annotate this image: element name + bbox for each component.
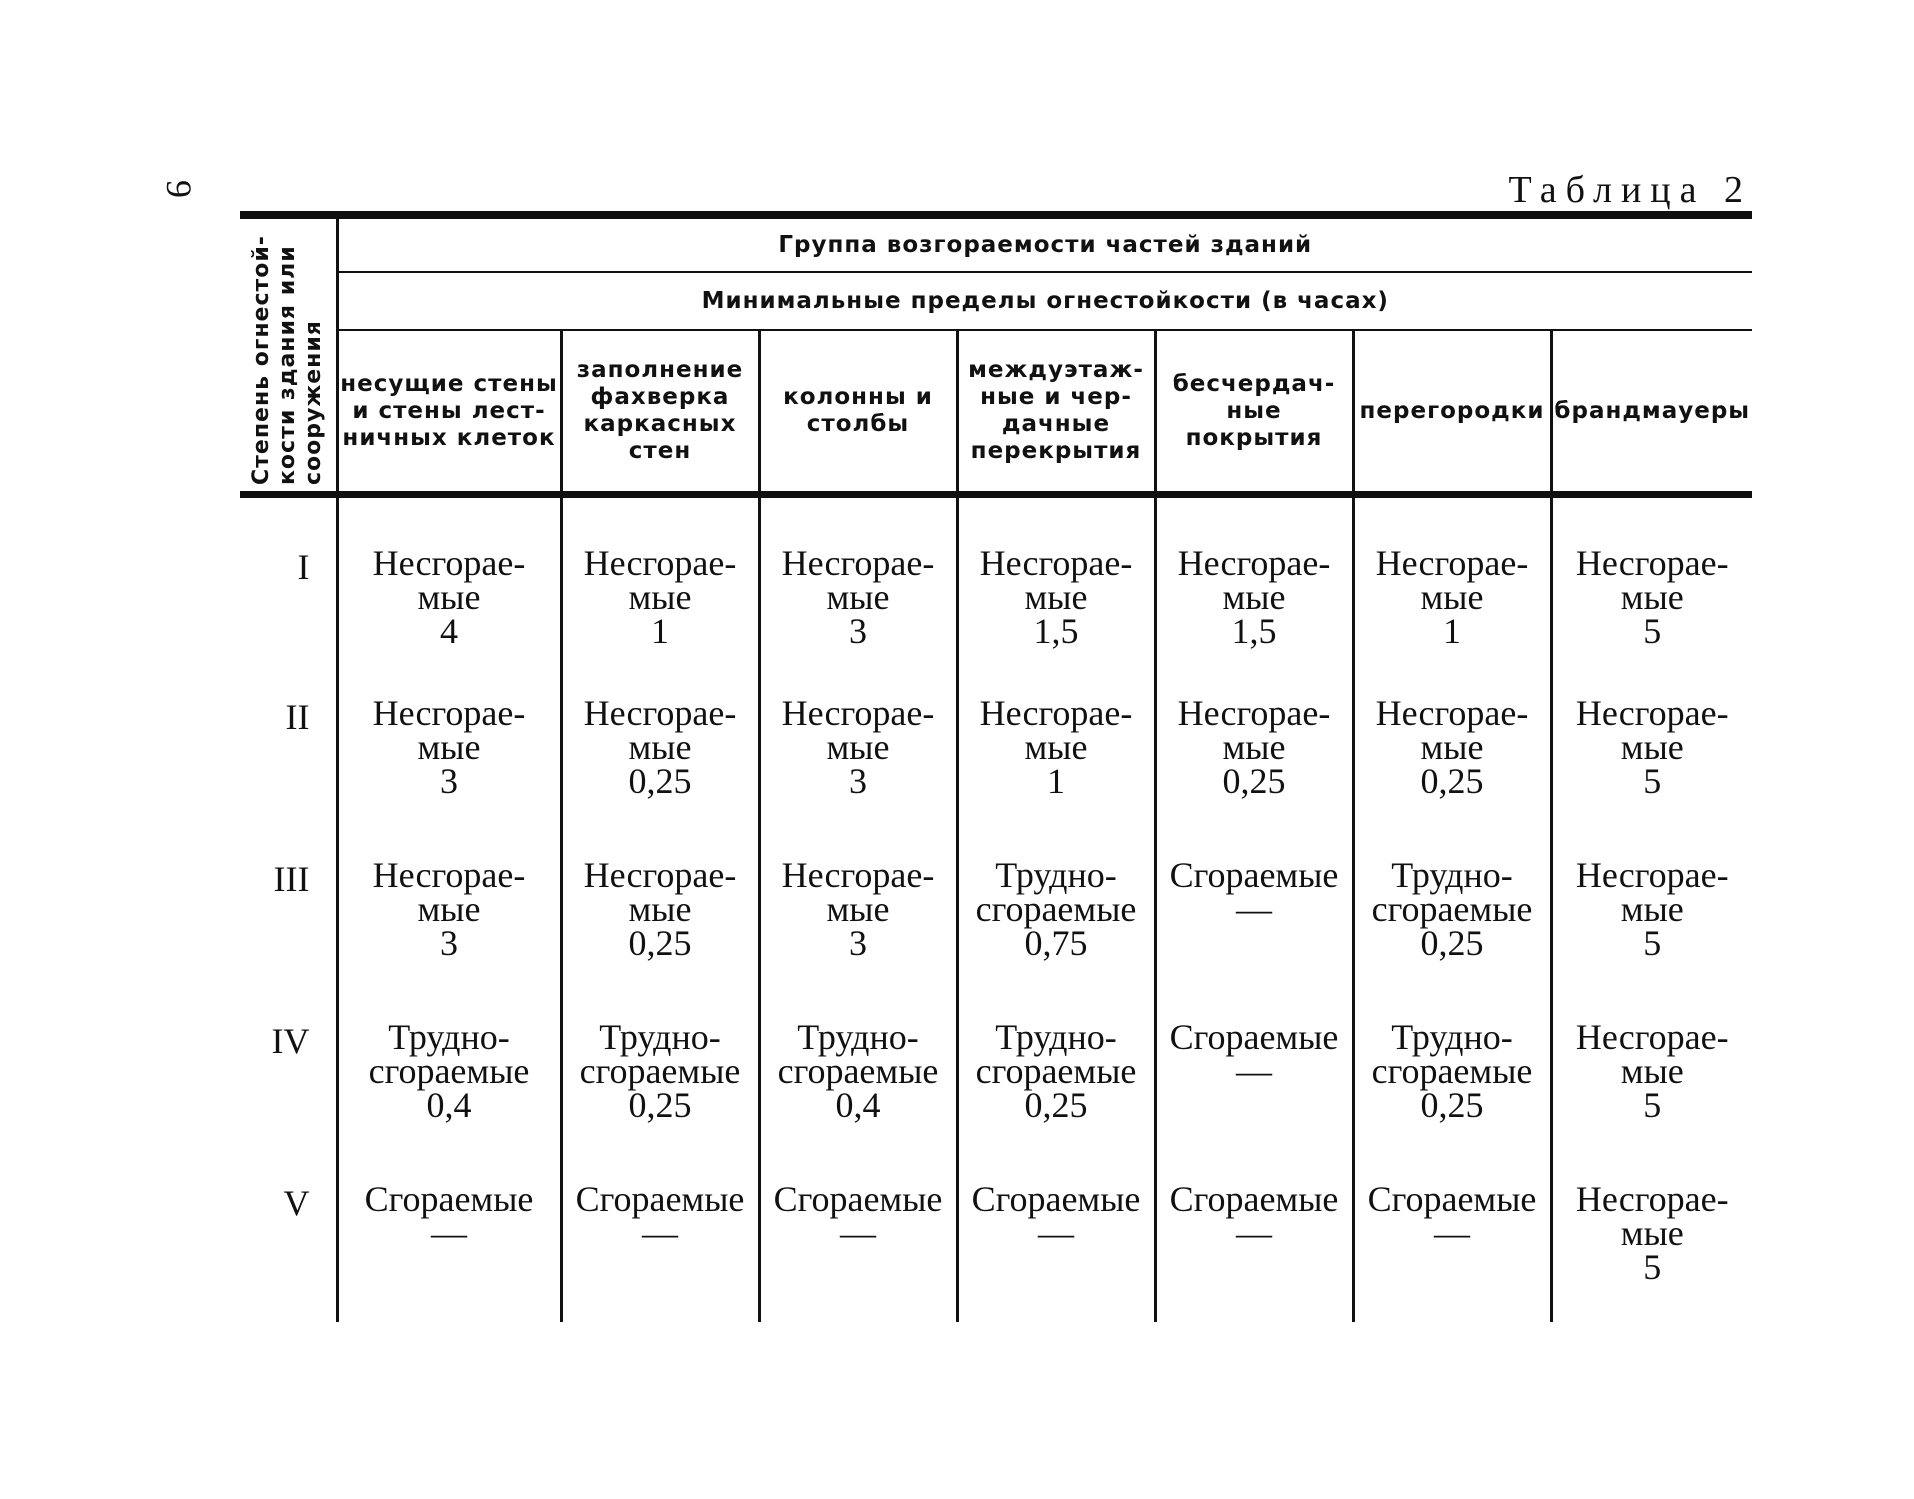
combustibility-group: Несгорае- мые bbox=[583, 693, 737, 767]
table-cell bbox=[1353, 495, 1551, 697]
fire-limit-hours: 0,25 bbox=[1420, 1085, 1484, 1125]
table-cell bbox=[957, 693, 1155, 858]
table-cell bbox=[561, 1017, 759, 1182]
table-cell bbox=[957, 1017, 1155, 1182]
table-cell bbox=[1353, 855, 1551, 1020]
table-cell bbox=[1155, 1179, 1353, 1322]
combustibility-group: Несгорае- мые bbox=[372, 543, 526, 617]
combustibility-group: Сгораемые bbox=[773, 1179, 943, 1219]
combustibility-group: Несгорае- мые bbox=[781, 855, 935, 929]
fire-limit-hours: 3 bbox=[849, 611, 867, 651]
row-label-text bbox=[249, 225, 327, 485]
combustibility-group: Трудно- сгораемые bbox=[975, 855, 1137, 929]
table-row bbox=[240, 696, 1752, 858]
combustibility-group: Несгорае- мые bbox=[979, 693, 1133, 767]
column-header: колонны и столбы bbox=[759, 330, 957, 495]
column-header: заполнение фахверка каркасных стен bbox=[561, 330, 759, 495]
combustibility-group: Несгорае- мые bbox=[372, 693, 526, 767]
combustibility-group: Трудно- сгораемые bbox=[1371, 1017, 1533, 1091]
table-cell bbox=[1551, 1017, 1752, 1182]
combustibility-group: Несгорае- мые bbox=[1177, 693, 1331, 767]
table-cell bbox=[1155, 1017, 1353, 1182]
fire-limit-hours: 0,25 bbox=[1024, 1085, 1088, 1125]
column-header: несущие стены и стены лест- ничных клеток bbox=[337, 330, 561, 495]
table-cell bbox=[1353, 1017, 1551, 1182]
fire-limit-hours: 0,25 bbox=[628, 923, 692, 963]
fire-limit-hours: 3 bbox=[440, 923, 458, 963]
combustibility-group: Несгорае- мые bbox=[372, 855, 526, 929]
fire-limit-hours: 0,4 bbox=[426, 1085, 472, 1125]
combustibility-group: Сгораемые bbox=[1169, 1179, 1339, 1219]
combustibility-group: Несгорае- мые bbox=[583, 855, 737, 929]
fire-limit-hours: 5 bbox=[1643, 1247, 1662, 1287]
fire-limit-hours: — bbox=[1038, 1213, 1074, 1253]
fire-limit-hours: 0,75 bbox=[1024, 923, 1088, 963]
fire-resistance-degree: IV bbox=[240, 1020, 337, 1182]
combustibility-group: Несгорае- мые bbox=[1375, 543, 1529, 617]
combustibility-group: Сгораемые bbox=[1169, 1017, 1339, 1057]
table-cell bbox=[957, 855, 1155, 1020]
fire-resistance-degree: I bbox=[240, 495, 337, 697]
table-cell bbox=[759, 1179, 957, 1322]
table-cell bbox=[337, 855, 561, 1020]
table-cell bbox=[1551, 495, 1752, 697]
table-cell bbox=[337, 495, 561, 697]
column-header: брандмауеры bbox=[1551, 330, 1752, 495]
table-cell bbox=[957, 1179, 1155, 1322]
table-cell bbox=[1155, 495, 1353, 697]
table-cell bbox=[561, 855, 759, 1020]
fire-limit-hours: 5 bbox=[1643, 923, 1662, 963]
fire-resistance-degree: III bbox=[240, 858, 337, 1020]
combustibility-group: Трудно- сгораемые bbox=[579, 1017, 741, 1091]
fire-resistance-table bbox=[240, 211, 1752, 1322]
fire-limit-hours: 0,25 bbox=[1222, 761, 1286, 801]
combustibility-group: Несгорае- мые bbox=[583, 543, 737, 617]
table-body bbox=[240, 495, 1752, 1323]
combustibility-group: Трудно- сгораемые bbox=[975, 1017, 1137, 1091]
combustibility-group: Несгорае- мые bbox=[1575, 1179, 1729, 1253]
fire-resistance-degree: V bbox=[240, 1182, 337, 1322]
row-label-header bbox=[240, 215, 337, 495]
table-row bbox=[240, 495, 1752, 697]
page-number: 9 bbox=[159, 180, 199, 198]
combustibility-group: Трудно- сгораемые bbox=[1371, 855, 1533, 929]
fire-limit-hours: — bbox=[1236, 889, 1272, 929]
table-title: Таблица 2 bbox=[1508, 169, 1752, 211]
fire-limit-hours: — bbox=[431, 1213, 467, 1253]
table-cell bbox=[759, 693, 957, 858]
table-cell bbox=[337, 693, 561, 858]
fire-limit-hours: 0,25 bbox=[628, 761, 692, 801]
table-cell bbox=[1155, 693, 1353, 858]
fire-limit-hours: 0,4 bbox=[835, 1085, 881, 1125]
fire-limit-hours: 0,25 bbox=[1420, 923, 1484, 963]
limits-title: Минимальные пределы огнестойкости (в часах) bbox=[337, 272, 1752, 330]
fire-limit-hours: 1 bbox=[651, 611, 669, 651]
table-row bbox=[240, 858, 1752, 1020]
column-header: перегородки bbox=[1353, 330, 1551, 495]
combustibility-group: Несгорае- мые bbox=[1575, 693, 1729, 767]
fire-limit-hours: — bbox=[1236, 1213, 1272, 1253]
table-cell bbox=[1155, 855, 1353, 1020]
combustibility-group: Несгорае- мые bbox=[1375, 693, 1529, 767]
fire-limit-hours: 3 bbox=[849, 923, 867, 963]
table-cell bbox=[561, 1179, 759, 1322]
table-cell bbox=[337, 1017, 561, 1182]
fire-limit-hours: 1,5 bbox=[1231, 611, 1277, 651]
fire-limit-hours: — bbox=[1434, 1213, 1470, 1253]
table-cell bbox=[1551, 693, 1752, 858]
combustibility-group: Трудно- сгораемые bbox=[777, 1017, 939, 1091]
fire-limit-hours: — bbox=[1236, 1051, 1272, 1091]
table-cell bbox=[759, 855, 957, 1020]
table-cell bbox=[1551, 855, 1752, 1020]
combustibility-group: Несгорае- мые bbox=[1575, 1017, 1729, 1091]
fire-limit-hours: 5 bbox=[1643, 611, 1662, 651]
fire-limit-hours: 0,25 bbox=[1420, 761, 1484, 801]
table-row bbox=[240, 1182, 1752, 1322]
fire-limit-hours: 5 bbox=[1643, 761, 1662, 801]
table-cell bbox=[957, 495, 1155, 697]
fire-limit-hours: 1,5 bbox=[1033, 611, 1079, 651]
fire-limit-hours: — bbox=[642, 1213, 678, 1253]
table-cell bbox=[1353, 1179, 1551, 1322]
combustibility-group: Несгорае- мые bbox=[781, 693, 935, 767]
fire-limit-hours: 5 bbox=[1643, 1085, 1662, 1125]
combustibility-group: Несгорае- мые bbox=[979, 543, 1133, 617]
column-header: междуэтаж- ные и чер- дачные перекрытия bbox=[957, 330, 1155, 495]
combustibility-group: Сгораемые bbox=[1169, 855, 1339, 895]
combustibility-group: Сгораемые bbox=[971, 1179, 1141, 1219]
table-cell bbox=[1551, 1179, 1752, 1322]
combustibility-group: Сгораемые bbox=[1367, 1179, 1537, 1219]
combustibility-group: Несгорае- мые bbox=[1575, 543, 1729, 617]
combustibility-group: Сгораемые bbox=[364, 1179, 534, 1219]
combustibility-group: Несгорае- мые bbox=[1575, 855, 1729, 929]
fire-limit-hours: 0,25 bbox=[628, 1085, 692, 1125]
fire-limit-hours: 1 bbox=[1047, 761, 1065, 801]
combustibility-group: Несгорае- мые bbox=[781, 543, 935, 617]
combustibility-group: Сгораемые bbox=[575, 1179, 745, 1219]
fire-resistance-degree: II bbox=[240, 696, 337, 858]
fire-limit-hours: 1 bbox=[1443, 611, 1461, 651]
group-title: Группа возгораемости частей зданий bbox=[337, 215, 1752, 272]
table-cell bbox=[1353, 693, 1551, 858]
fire-limit-hours: 3 bbox=[440, 761, 458, 801]
fire-limit-hours: — bbox=[840, 1213, 876, 1253]
combustibility-group: Несгорае- мые bbox=[1177, 543, 1331, 617]
table-cell bbox=[759, 1017, 957, 1182]
column-header: бесчердач- ные покрытия bbox=[1155, 330, 1353, 495]
fire-limit-hours: 4 bbox=[440, 611, 458, 651]
fire-limit-hours: 3 bbox=[849, 761, 867, 801]
table-cell bbox=[561, 495, 759, 697]
table-row bbox=[240, 1020, 1752, 1182]
table-cell bbox=[337, 1179, 561, 1322]
table-cell bbox=[561, 693, 759, 858]
row-label-lines: Степень огнестой- кости здания или сооружения bbox=[248, 235, 326, 485]
combustibility-group: Трудно- сгораемые bbox=[368, 1017, 530, 1091]
table-cell bbox=[759, 495, 957, 697]
